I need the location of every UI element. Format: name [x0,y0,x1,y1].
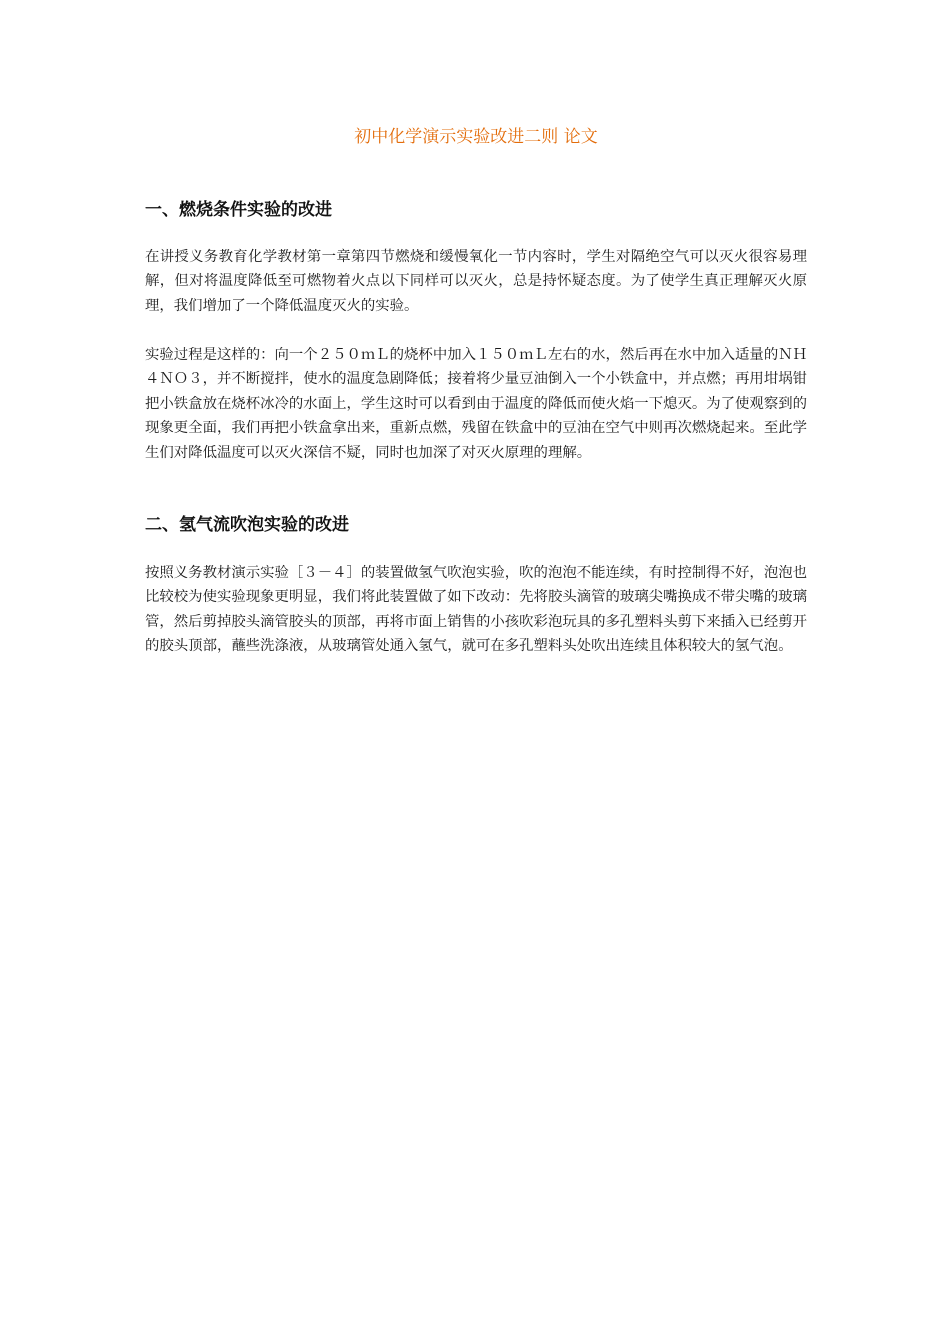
section-heading-combustion: 一、燃烧条件实验的改进 [145,200,332,220]
paragraph-combustion-intro: 在讲授义务教育化学教材第一章第四节燃烧和缓慢氧化一节内容时，学生对隔绝空气可以灭火很容易理解，但对将温度降低至可燃物着火点以下同样可以灭火，总是持怀疑态度。为了使学生真正理解灭火原理，我们增加了一个降低温度灭火的实验。 [145,249,807,314]
section-heading-hydrogen: 二、氢气流吹泡实验的改进 [145,515,349,535]
paragraph-combustion-procedure: 实验过程是这样的：向一个２５０ｍＬ的烧杯中加入１５０ｍＬ左右的水，然后再在水中加入适量的ＮＨ４ＮＯ３，并不断搅拌，使水的温度急剧降低；接着将少量豆油倒入一个小铁盒中，并点燃；再用坩埚钳把小铁盒放在烧杯冰冷的水面上，学生这时可以看到由于温度的降低而使火焰一下熄灭。为了使观察到的现象更全面，我们再把小铁盒拿出来，重新点燃，残留在铁盒中的豆油在空气中则再次燃烧起来。至此学生们对降低温度可以灭火深信不疑，同时也加深了对灭火原理的理解。 [145,347,807,461]
paragraph-hydrogen-procedure: 按照义务教材演示实验［３－４］的装置做氢气吹泡实验，吹的泡泡不能连续，有时控制得不好，泡泡也比较校为使实验现象更明显，我们将此装置做了如下改动：先将胶头滴管的玻璃尖嘴换成不带尖嘴的玻璃管，然后剪掉胶头滴管胶头的顶部，再将市面上销售的小孩吹彩泡玩具的多孔塑料头剪下来插入已经剪开的胶头顶部，蘸些洗涤液，从玻璃管处通入氢气，就可在多孔塑料头处吹出连续且体积较大的氢气泡。 [145,565,807,655]
document-title: 初中化学演示实验改进二则 论文 [354,127,598,147]
